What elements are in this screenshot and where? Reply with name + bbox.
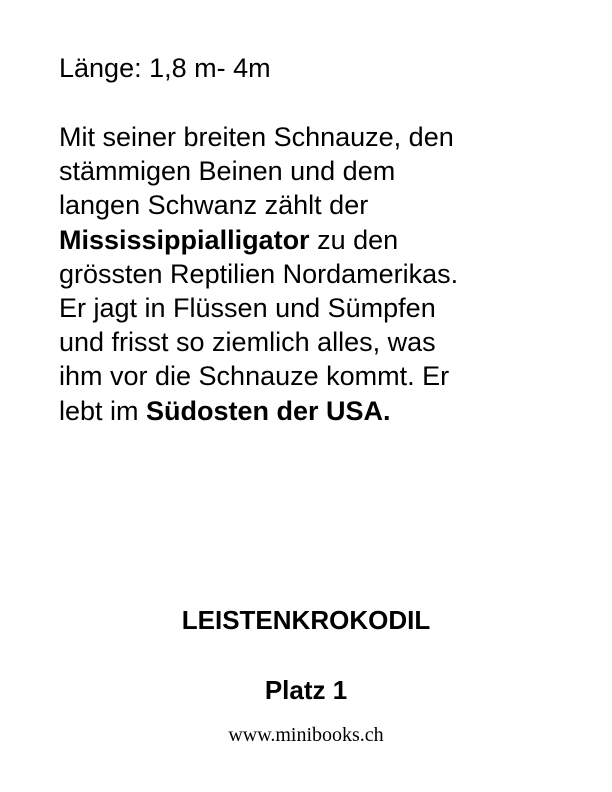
description-line: langen Schwanz zählt der xyxy=(59,190,369,221)
description-line: grössten Reptilien Nordamerikas. xyxy=(59,258,459,289)
description-fragment: zu den xyxy=(309,224,399,255)
description-fragment: lebt im xyxy=(59,395,147,426)
species-name: Mississippialligator xyxy=(59,224,310,255)
description-line: Mit seiner breiten Schnauze, den xyxy=(59,122,454,152)
description-line: und frisst so ziemlich alles, was xyxy=(59,327,436,358)
description-line: stämmigen Beinen und dem xyxy=(59,156,396,187)
description-line: ihm vor die Schnauze kommt. Er xyxy=(59,361,450,392)
card-title: LEISTENKROKODIL xyxy=(181,605,431,635)
description-line: Er jagt in Flüssen und Sümpfen xyxy=(59,293,436,324)
description-line xyxy=(59,223,599,257)
description-paragraph xyxy=(59,120,599,428)
rank-label: Platz 1 xyxy=(264,675,348,705)
habitat-region: Südosten der USA. xyxy=(146,395,391,426)
footer-url: www.minibooks.ch xyxy=(228,724,384,746)
length-text: Länge: 1,8 m- 4m xyxy=(59,53,271,83)
description-line xyxy=(59,394,599,428)
